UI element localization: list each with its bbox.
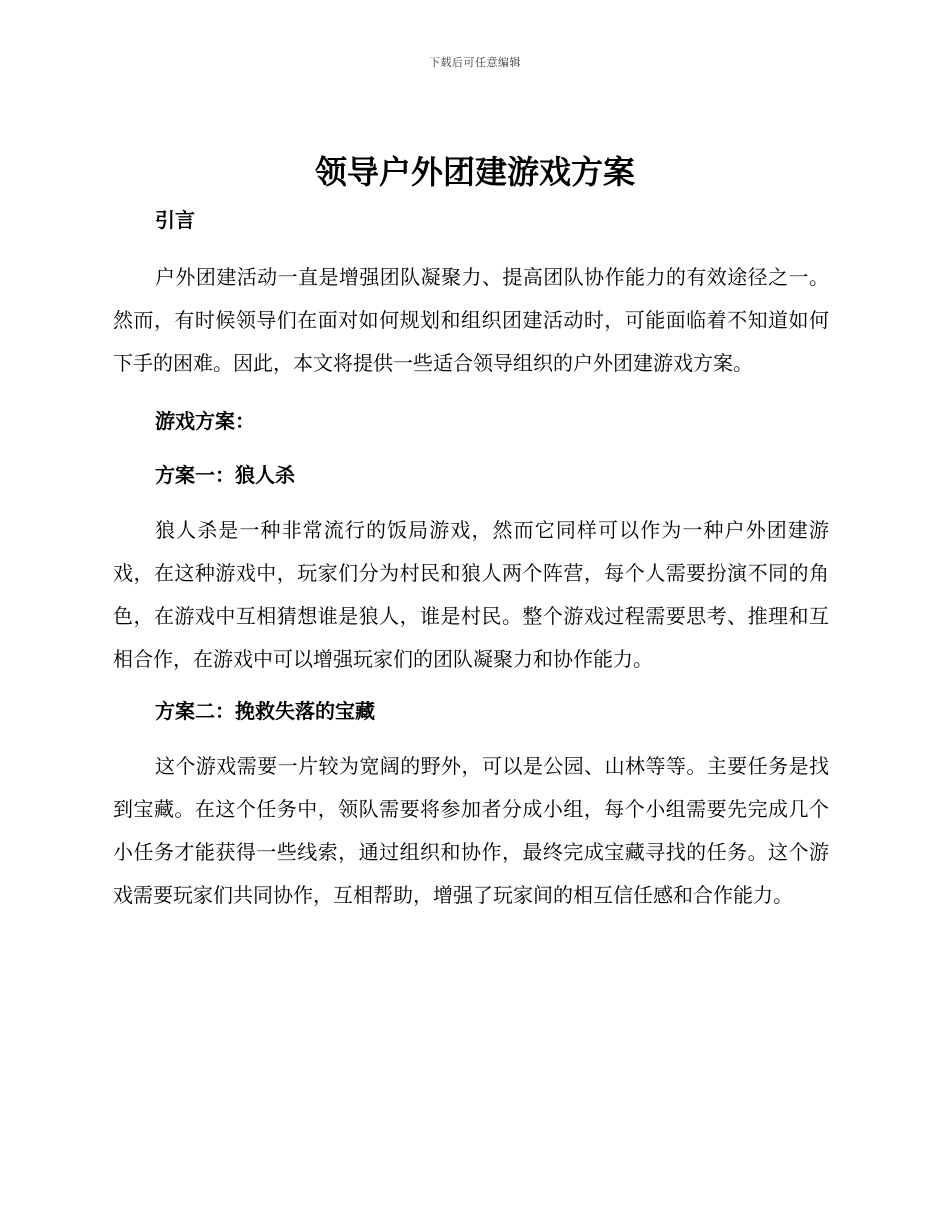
plan2-paragraph: 这个游戏需要一片较为宽阔的野外，可以是公园、山林等等。主要任务是找到宝藏。在这个任务中，领队需要将参加者分成小组，每个小组需要先完成几个小任务才能获得一些线索，通过组织和协作，最终完成宝藏寻找的任务。这个游戏需要玩家们共同协作，互相帮助，增强了玩家间的相互信任感和合作能力。: [113, 754, 829, 907]
plan1-paragraph: 狼人杀是一种非常流行的饭局游戏，然而它同样可以作为一种户外团建游戏，在这种游戏中，玩家们分为村民和狼人两个阵营，每个人需要扮演不同的角色，在游戏中互相猜想谁是狼人，谁是村民。整个游戏过程需要思考、推理和互相合作，在游戏中可以增强玩家们的团队凝聚力和协作能力。: [113, 518, 829, 671]
plan1-heading: 方案一：狼人杀: [155, 463, 295, 487]
plans-heading: 游戏方案：: [155, 409, 255, 433]
plan2-heading: 方案二：挽救失落的宝藏: [155, 699, 375, 723]
page-title: 领导户外团建游戏方案: [314, 153, 635, 191]
intro-paragraph: 户外团建活动一直是增强团队凝聚力、提高团队协作能力的有效途径之一。然而，有时候领导们在面对如何规划和组织团建活动时，可能面临着不知道如何下手的困难。因此，本文将提供一些适合领导组织的户外团建游戏方案。: [113, 265, 829, 375]
intro-heading: 引言: [155, 208, 195, 232]
document-body: [113, 200, 829, 917]
page-header-note: 下载后可任意编辑: [429, 56, 521, 69]
